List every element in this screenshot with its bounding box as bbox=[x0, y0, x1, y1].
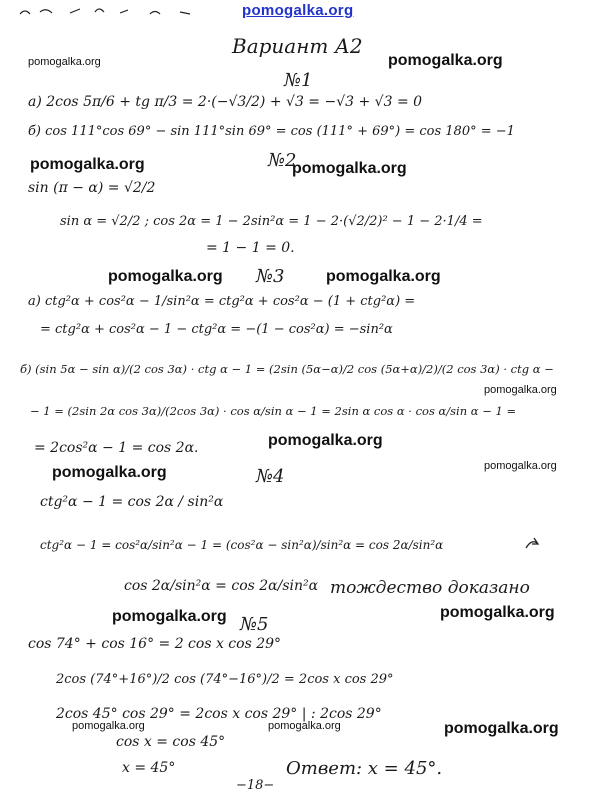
page-number: −18− bbox=[236, 778, 275, 793]
task1-b: б) cos 111°cos 69° − sin 111°sin 69° = cos (111° + 69°) = cos 180° = −1 bbox=[28, 124, 515, 139]
watermark: pomogalka.org bbox=[268, 720, 341, 732]
watermark: pomogalka.org bbox=[72, 720, 145, 732]
watermark: pomogalka.org bbox=[440, 604, 555, 621]
watermark: pomogalka.org bbox=[388, 52, 503, 69]
task3-a-line2: = ctg²α + cos²α − 1 − ctg²α = −(1 − cos²α) = −sin²α bbox=[40, 322, 393, 337]
task3-a-line1: а) ctg²α + cos²α − 1/sin²α = ctg²α + cos²α − (1 + ctg²α) = bbox=[28, 294, 416, 309]
task2-line1: sin (π − α) = √2/2 bbox=[28, 180, 156, 196]
watermark: pomogalka.org bbox=[444, 720, 559, 737]
task-number-4: №4 bbox=[256, 466, 285, 487]
task-number-5: №5 bbox=[240, 614, 269, 635]
watermark: pomogalka.org bbox=[326, 268, 441, 285]
task3-b-line2: − 1 = (2sin 2α cos 3α)/(2cos 3α) · cos α/sin α − 1 = 2sin α cos α · cos α/sin α − 1 = bbox=[30, 404, 517, 418]
arrow-mark bbox=[522, 534, 542, 554]
task-number-1: №1 bbox=[284, 70, 313, 91]
task5-line3: 2cos 45° cos 29° = 2cos x cos 29° | : 2cos 29° bbox=[56, 706, 382, 722]
task5-line5: x = 45° bbox=[122, 760, 176, 776]
task4-conclusion: тождество доказано bbox=[330, 578, 530, 598]
top-watermark[interactable]: pomogalka.org bbox=[242, 2, 354, 19]
watermark: pomogalka.org bbox=[268, 432, 383, 449]
task5-line4: cos x = cos 45° bbox=[116, 734, 226, 750]
task4-line3: cos 2α/sin²α = cos 2α/sin²α bbox=[124, 578, 319, 594]
watermark: pomogalka.org bbox=[108, 268, 223, 285]
watermark: pomogalka.org bbox=[52, 464, 167, 481]
task5-line2: 2cos (74°+16°)/2 cos (74°−16°)/2 = 2cos x cos 29° bbox=[56, 672, 394, 687]
task1-a: а) 2cos 5π/6 + tg π/3 = 2·(−√3/2) + √3 = −√3 + √3 = 0 bbox=[28, 94, 423, 110]
watermark: pomogalka.org bbox=[292, 160, 407, 177]
task-number-3: №3 bbox=[256, 266, 285, 287]
watermark: pomogalka.org bbox=[112, 608, 227, 625]
task-number-2: №2 bbox=[268, 150, 297, 171]
variant-title: Вариант А2 bbox=[232, 34, 363, 58]
task4-line1: ctg²α − 1 = cos 2α / sin²α bbox=[40, 494, 224, 510]
watermark: pomogalka.org bbox=[28, 56, 101, 68]
task3-b-line1: б) (sin 5α − sin α)/(2 cos 3α) · ctg α − 1 = (2sin (5α−α)/2 cos (5α+α)/2)/(2 cos 3α) · ctg α − bbox=[20, 362, 554, 376]
watermark: pomogalka.org bbox=[484, 384, 557, 396]
task3-b-line3: = 2cos²α − 1 = cos 2α. bbox=[34, 440, 199, 456]
watermark: pomogalka.org bbox=[484, 460, 557, 472]
answer: Ответ: x = 45°. bbox=[286, 758, 443, 779]
watermark: pomogalka.org bbox=[30, 156, 145, 173]
task2-line3: = 1 − 1 = 0. bbox=[206, 240, 295, 256]
task4-line2: ctg²α − 1 = cos²α/sin²α − 1 = (cos²α − sin²α)/sin²α = cos 2α/sin²α bbox=[40, 538, 444, 552]
task2-line2: sin α = √2/2 ; cos 2α = 1 − 2sin²α = 1 − 2·(√2/2)² − 1 − 2·1/4 = bbox=[60, 214, 483, 229]
task5-line1: cos 74° + cos 16° = 2 cos x cos 29° bbox=[28, 636, 282, 652]
